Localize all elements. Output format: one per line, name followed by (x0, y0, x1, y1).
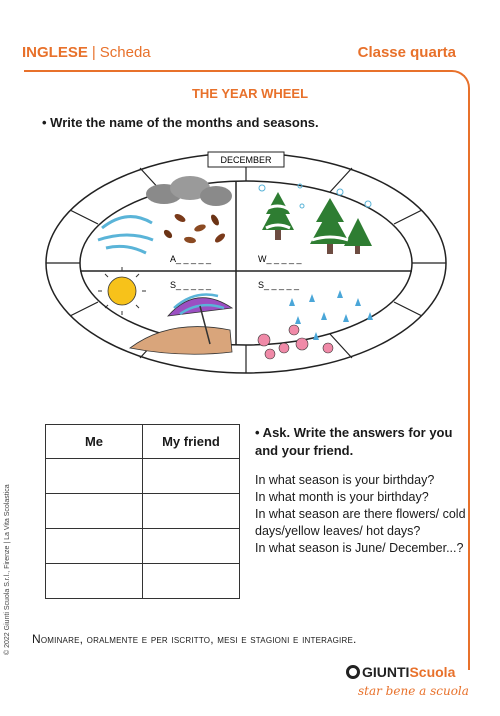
autumn-label: A_ _ _ _ _ (170, 254, 212, 264)
question: In what season is your birthday? (255, 473, 435, 487)
spring-label: S_ _ _ _ _ (258, 280, 300, 290)
brand-name-2: Scuola (409, 664, 456, 680)
answer-cell[interactable] (46, 459, 143, 494)
year-wheel (40, 148, 452, 378)
answers-table (45, 424, 240, 599)
answer-cell[interactable] (143, 529, 240, 564)
subject-label: INGLESE (22, 44, 88, 61)
answer-cell[interactable] (143, 564, 240, 599)
table-row (46, 459, 240, 494)
table-header-friend: My friend (143, 425, 240, 459)
answer-cell[interactable] (46, 564, 143, 599)
question: In what season is June/ December...? (255, 541, 464, 555)
table-row (46, 564, 240, 599)
questions-list (255, 472, 470, 557)
table-header-me: Me (46, 425, 143, 459)
question: In what month is your birthday? (255, 490, 429, 504)
question: In what season are there flowers/ cold days/yellow leaves/ hot days? (255, 507, 466, 538)
winter-label: W_ _ _ _ _ (258, 254, 302, 264)
table-row (46, 529, 240, 564)
answer-cell[interactable] (46, 529, 143, 564)
summer-label: S_ _ _ _ _ (170, 280, 212, 290)
grade-label: Classe quarta (357, 44, 456, 61)
brand-logo (346, 664, 455, 680)
month-december: DECEMBER (220, 155, 272, 165)
table-row (46, 494, 240, 529)
page-title: THE YEAR WHEEL (191, 86, 309, 101)
sheet-type-label: Scheda (99, 44, 151, 61)
separator: | (91, 44, 96, 61)
header-subject (22, 44, 151, 61)
copyright-notice: © 2022 Giunti Scuola S.r.l., Firenze | La Vita Scolastica (4, 484, 11, 655)
giunti-logo-icon (346, 665, 360, 679)
brand-name: GIUNTI (362, 664, 410, 680)
brand-slogan: star bene a scuola (358, 684, 469, 698)
instruction-ask: • Ask. Write the answers for you and your friend. (255, 425, 453, 458)
instruction-months: • Write the name of the months and seasons. (42, 115, 319, 130)
answer-cell[interactable] (46, 494, 143, 529)
learning-objective: Nominare, oralmente e per iscritto, mesi e stagioni e interagire. (32, 632, 357, 646)
answer-cell[interactable] (143, 459, 240, 494)
answer-cell[interactable] (143, 494, 240, 529)
